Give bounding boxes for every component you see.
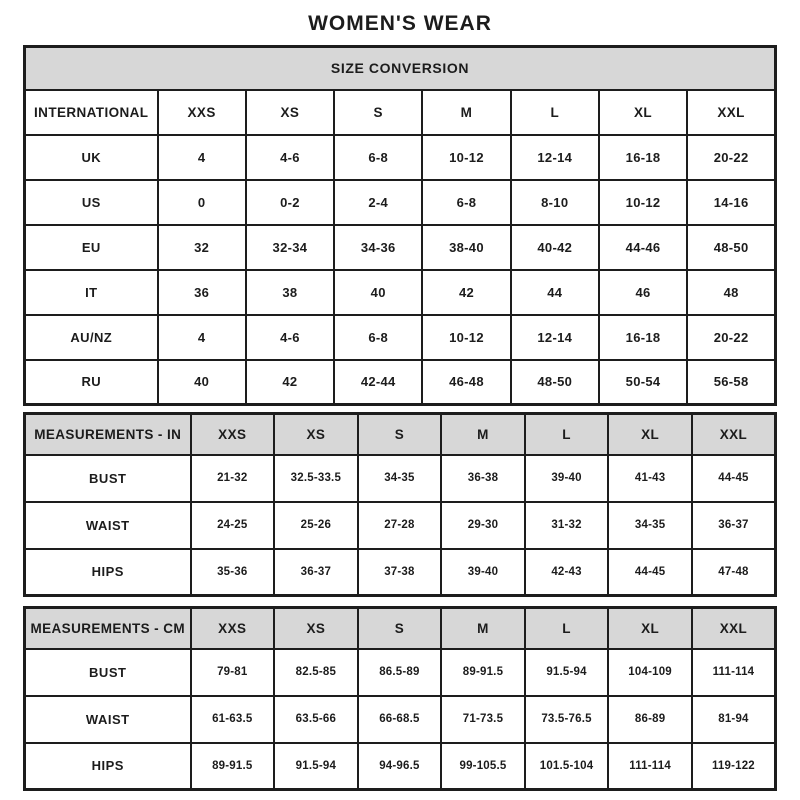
table-row xyxy=(25,47,776,90)
size-cell: 48 xyxy=(687,270,775,315)
size-cell: 40-42 xyxy=(511,225,599,270)
col-header-xxl: XXL xyxy=(687,90,775,135)
col-header-xxl: XXL xyxy=(692,414,776,455)
measure-cell: 119-122 xyxy=(692,743,776,790)
row-label-eu: EU xyxy=(25,225,158,270)
size-cell: 16-18 xyxy=(599,315,687,360)
col-header-m: M xyxy=(441,414,525,455)
table-row xyxy=(25,743,776,790)
measure-cell: 24-25 xyxy=(191,502,275,549)
size-cell: 50-54 xyxy=(599,360,687,405)
col-header-m: M xyxy=(422,90,510,135)
size-cell: 10-12 xyxy=(422,135,510,180)
tables-container xyxy=(0,45,800,791)
measure-cell: 31-32 xyxy=(525,502,609,549)
table-row xyxy=(25,455,776,502)
size-cell: 12-14 xyxy=(511,135,599,180)
measure-cell: 34-35 xyxy=(358,455,442,502)
measure-cell: 47-48 xyxy=(692,549,776,596)
measure-cell: 86.5-89 xyxy=(358,649,442,696)
row-label-bust: BUST xyxy=(25,455,191,502)
measure-cell: 86-89 xyxy=(608,696,692,743)
measure-cell: 82.5-85 xyxy=(274,649,358,696)
col-header-xs: XS xyxy=(246,90,334,135)
measure-cell: 111-114 xyxy=(692,649,776,696)
size-conversion-table xyxy=(23,45,777,406)
measure-cell: 101.5-104 xyxy=(525,743,609,790)
table-row xyxy=(25,549,776,596)
measure-cell: 79-81 xyxy=(191,649,275,696)
size-cell: 10-12 xyxy=(599,180,687,225)
col-header-xs: XS xyxy=(274,414,358,455)
size-cell: 38-40 xyxy=(422,225,510,270)
col-header-l: L xyxy=(525,414,609,455)
table-header-row xyxy=(25,90,776,135)
size-cell: 32 xyxy=(158,225,246,270)
measure-cell: 66-68.5 xyxy=(358,696,442,743)
table-row xyxy=(25,135,776,180)
measure-cell: 89-91.5 xyxy=(441,649,525,696)
measure-cell: 91.5-94 xyxy=(525,649,609,696)
size-cell: 20-22 xyxy=(687,315,775,360)
col-header-s: S xyxy=(358,608,442,649)
measure-cell: 44-45 xyxy=(692,455,776,502)
measure-cell: 39-40 xyxy=(441,549,525,596)
measure-cell: 99-105.5 xyxy=(441,743,525,790)
measure-cell: 44-45 xyxy=(608,549,692,596)
size-cell: 40 xyxy=(334,270,422,315)
measure-cell: 27-28 xyxy=(358,502,442,549)
page-title: WOMEN'S WEAR xyxy=(308,12,492,35)
measure-cell: 36-38 xyxy=(441,455,525,502)
row-label-uk: UK xyxy=(25,135,158,180)
size-conversion-banner: SIZE CONVERSION xyxy=(25,47,776,90)
measure-cell: 91.5-94 xyxy=(274,743,358,790)
col-header-xxs: XXS xyxy=(158,90,246,135)
size-cell: 34-36 xyxy=(334,225,422,270)
size-cell: 16-18 xyxy=(599,135,687,180)
table-row xyxy=(25,180,776,225)
size-cell: 42 xyxy=(246,360,334,405)
measure-cell: 111-114 xyxy=(608,743,692,790)
col-header-xl: XL xyxy=(608,608,692,649)
size-cell: 4 xyxy=(158,315,246,360)
col-header-xxl: XXL xyxy=(692,608,776,649)
col-header-m: M xyxy=(441,608,525,649)
size-cell: 42 xyxy=(422,270,510,315)
col-header-xs: XS xyxy=(274,608,358,649)
row-label-aunz: AU/NZ xyxy=(25,315,158,360)
measure-cell: 89-91.5 xyxy=(191,743,275,790)
measure-cell: 73.5-76.5 xyxy=(525,696,609,743)
size-cell: 14-16 xyxy=(687,180,775,225)
measure-cell: 94-96.5 xyxy=(358,743,442,790)
size-cell: 32-34 xyxy=(246,225,334,270)
size-cell: 8-10 xyxy=(511,180,599,225)
size-cell: 44 xyxy=(511,270,599,315)
measurements-cm-table xyxy=(23,606,777,791)
table-row xyxy=(25,696,776,743)
size-cell: 6-8 xyxy=(334,135,422,180)
measure-cell: 29-30 xyxy=(441,502,525,549)
size-cell: 48-50 xyxy=(511,360,599,405)
table-header-row xyxy=(25,414,776,455)
size-cell: 0-2 xyxy=(246,180,334,225)
table-row xyxy=(25,225,776,270)
size-cell: 4-6 xyxy=(246,315,334,360)
col-header-l: L xyxy=(511,90,599,135)
size-cell: 48-50 xyxy=(687,225,775,270)
size-cell: 0 xyxy=(158,180,246,225)
size-cell: 2-4 xyxy=(334,180,422,225)
size-cell: 4 xyxy=(158,135,246,180)
measure-cell: 25-26 xyxy=(274,502,358,549)
measurements-in-title: MEASUREMENTS - IN xyxy=(25,414,191,455)
measure-cell: 39-40 xyxy=(525,455,609,502)
size-cell: 4-6 xyxy=(246,135,334,180)
size-cell: 42-44 xyxy=(334,360,422,405)
measure-cell: 32.5-33.5 xyxy=(274,455,358,502)
row-label-waist: WAIST xyxy=(25,696,191,743)
col-header-xl: XL xyxy=(608,414,692,455)
size-cell: 36 xyxy=(158,270,246,315)
size-cell: 20-22 xyxy=(687,135,775,180)
measure-cell: 21-32 xyxy=(191,455,275,502)
row-label-hips: HIPS xyxy=(25,743,191,790)
measure-cell: 63.5-66 xyxy=(274,696,358,743)
col-header-xxs: XXS xyxy=(191,608,275,649)
col-header-s: S xyxy=(358,414,442,455)
measure-cell: 61-63.5 xyxy=(191,696,275,743)
measure-cell: 36-37 xyxy=(274,549,358,596)
size-cell: 6-8 xyxy=(334,315,422,360)
measure-cell: 37-38 xyxy=(358,549,442,596)
size-cell: 44-46 xyxy=(599,225,687,270)
row-label-ru: RU xyxy=(25,360,158,405)
measure-cell: 36-37 xyxy=(692,502,776,549)
table-row xyxy=(25,360,776,405)
row-label-hips: HIPS xyxy=(25,549,191,596)
size-cell: 46 xyxy=(599,270,687,315)
col-header-s: S xyxy=(334,90,422,135)
col-header-l: L xyxy=(525,608,609,649)
size-cell: 38 xyxy=(246,270,334,315)
measure-cell: 34-35 xyxy=(608,502,692,549)
table-row xyxy=(25,315,776,360)
table-header-row xyxy=(25,608,776,649)
measurements-cm-title: MEASUREMENTS - CM xyxy=(25,608,191,649)
col-header-international: INTERNATIONAL xyxy=(25,90,158,135)
measure-cell: 104-109 xyxy=(608,649,692,696)
col-header-xl: XL xyxy=(599,90,687,135)
measure-cell: 35-36 xyxy=(191,549,275,596)
measure-cell: 41-43 xyxy=(608,455,692,502)
measurements-in-table xyxy=(23,412,777,597)
table-row xyxy=(25,502,776,549)
row-label-waist: WAIST xyxy=(25,502,191,549)
size-cell: 12-14 xyxy=(511,315,599,360)
row-label-us: US xyxy=(25,180,158,225)
measure-cell: 81-94 xyxy=(692,696,776,743)
size-cell: 6-8 xyxy=(422,180,510,225)
size-chart-page xyxy=(0,12,800,800)
size-cell: 40 xyxy=(158,360,246,405)
size-cell: 10-12 xyxy=(422,315,510,360)
measure-cell: 42-43 xyxy=(525,549,609,596)
size-cell: 46-48 xyxy=(422,360,510,405)
table-row xyxy=(25,649,776,696)
row-label-it: IT xyxy=(25,270,158,315)
measure-cell: 71-73.5 xyxy=(441,696,525,743)
row-label-bust: BUST xyxy=(25,649,191,696)
table-row xyxy=(25,270,776,315)
col-header-xxs: XXS xyxy=(191,414,275,455)
size-cell: 56-58 xyxy=(687,360,775,405)
